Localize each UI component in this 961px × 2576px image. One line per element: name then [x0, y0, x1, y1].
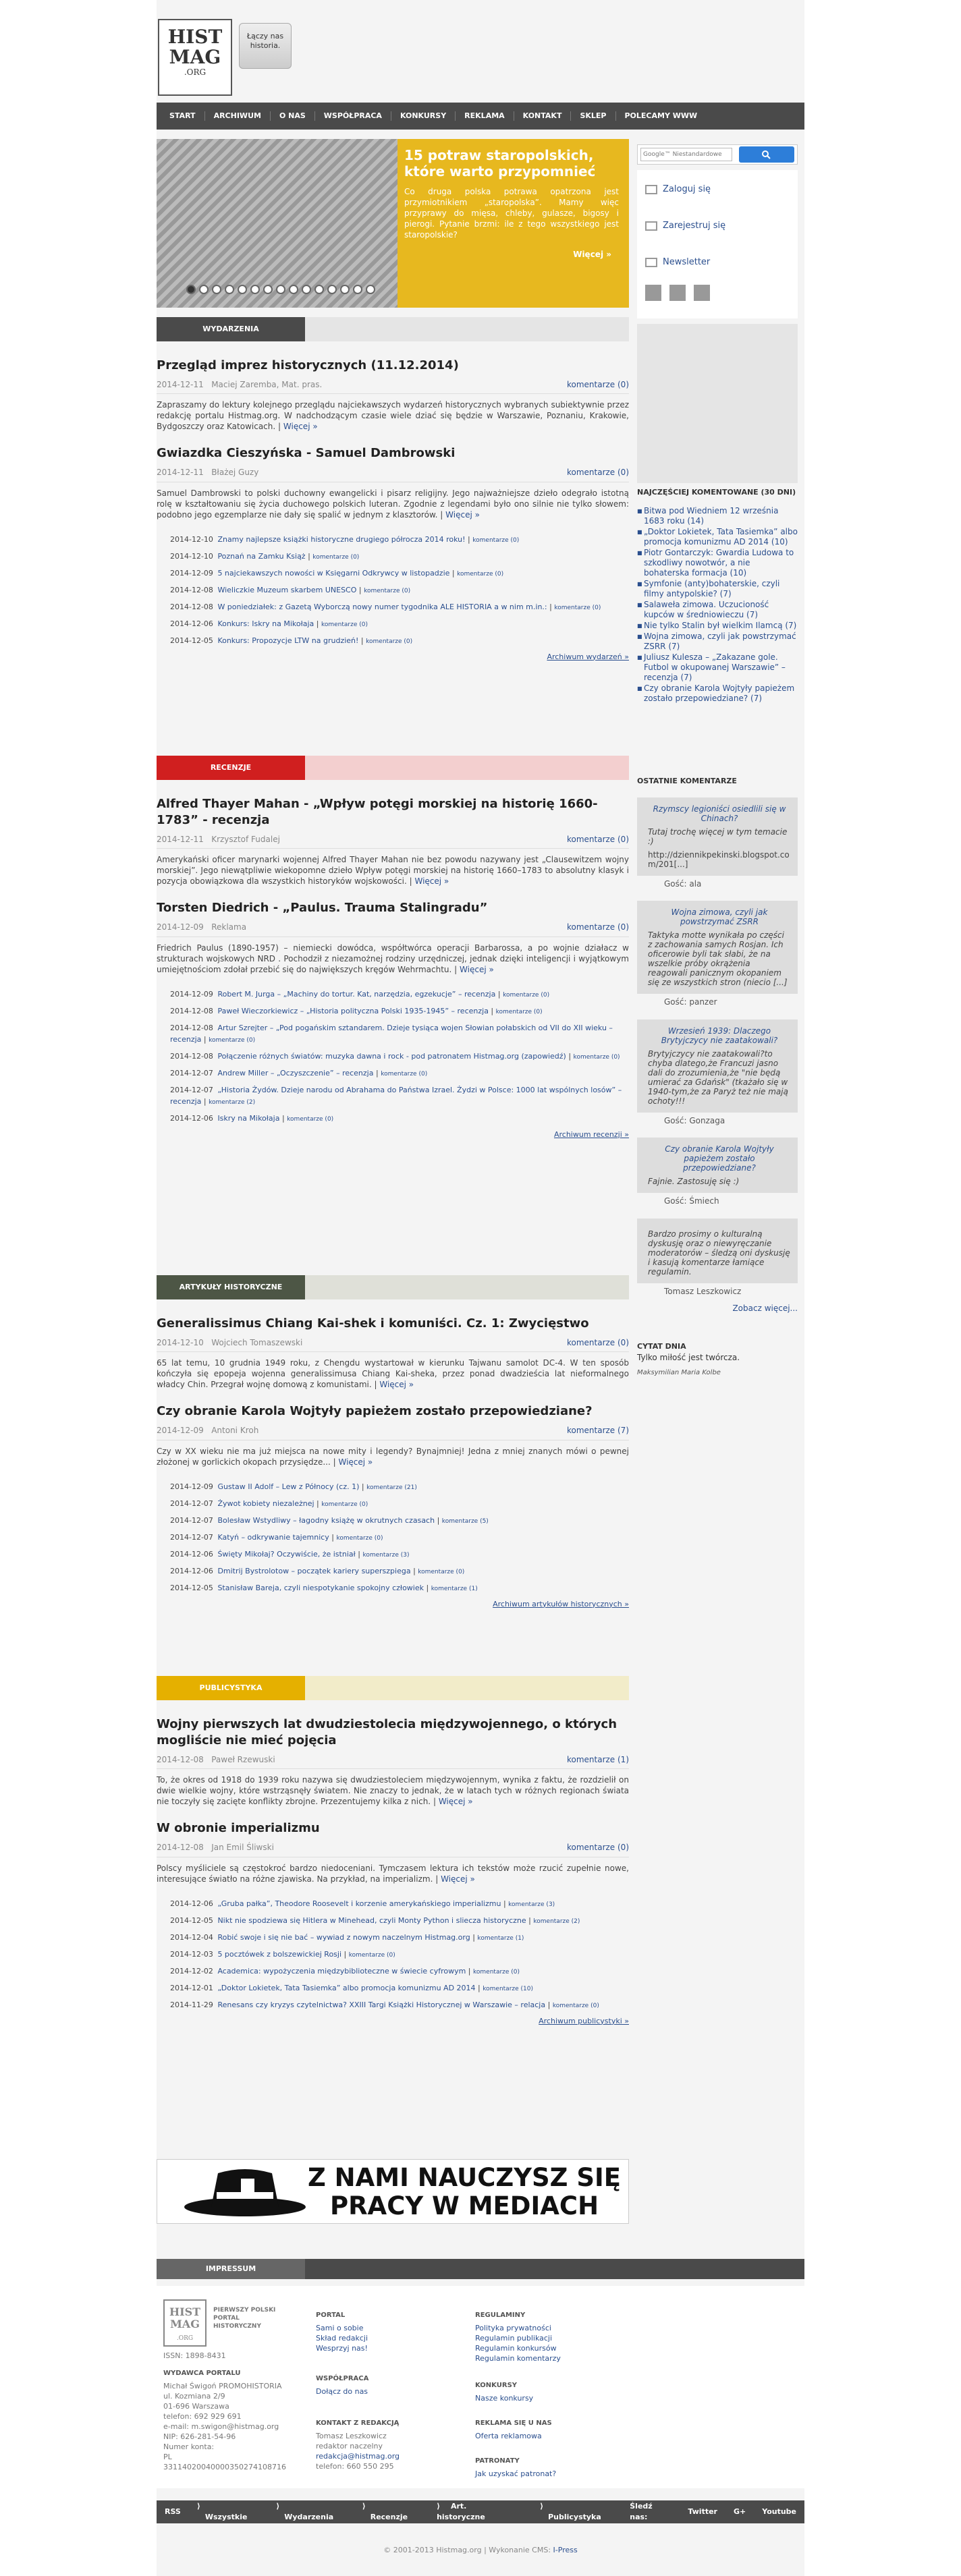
slider-image[interactable] [157, 139, 397, 308]
list-item-comments[interactable]: komentarze (2) [209, 1098, 256, 1106]
list-item: 2014-12-09 Gustaw II Adolf – Lew z Północy (cz. 1) | komentarze (21) [170, 1482, 417, 1491]
login-label: Zaloguj się [663, 184, 711, 194]
article-date: 2014-12-11 [157, 380, 204, 389]
article-lead: 65 lat temu, 10 grudnia 1949 roku, z Chengdu wystartował w kierunku Tajwanu samolot DC-4. W ten sposób kończyła się epopeja wojenna generalissimusa Chiang Kai-sheka, przez ponad dwadzieścia lat nieformalnego władcy Chin. Przegrał wojnę domową z komunistami. | Więcej » [157, 1358, 629, 1390]
list-item: 2014-12-09 5 najciekawszych nowości w Księgarni Odkrywcy w listopadzie | komentarze (0) [170, 568, 504, 578]
slider-dot-12[interactable] [327, 285, 337, 294]
rss-recenzje[interactable]: ⟩ Recenzje [362, 2502, 408, 2521]
login-icon [645, 185, 657, 194]
comment [637, 1019, 798, 1113]
list-item-link[interactable]: Katyń – odkrywanie tajemnicy [217, 1532, 329, 1542]
section-content [157, 1716, 629, 2027]
list-item-link[interactable]: „Doktor Lokietek, Tata Tasiemka” albo promocja komunizmu AD 2014 [217, 1983, 476, 1992]
list-item-comments[interactable]: komentarze (0) [552, 2002, 599, 2009]
list-item: 2014-12-05 Stanisław Bareja, czyli niespotykanie spokojny człowiek | komentarze (1) [170, 1583, 478, 1592]
article-comments[interactable]: komentarze (0) [566, 1338, 629, 1347]
list-item-link[interactable]: Konkurs: Iskry na Mikołaja [217, 619, 314, 628]
article-comments[interactable]: komentarze (7) [566, 1426, 629, 1436]
article [157, 445, 629, 520]
article-title[interactable]: Alfred Thayer Mahan - „Wpływ potęgi morskiej na historię 1660-1783” - recenzja [157, 797, 598, 827]
comment-author: Gość: Śmiech [664, 1196, 719, 1206]
list-item-link[interactable]: Academica: wypożyczenia międzybiblioteczne w świecie cyfrowym [217, 1966, 466, 1976]
logo-org: .ORG [184, 67, 207, 77]
comment-text: Tutaj trochę więcej w tym temacie :) [648, 827, 788, 846]
comment [637, 1138, 798, 1193]
list-item-comments[interactable]: komentarze (0) [321, 621, 368, 628]
list-item: 2014-12-07 Bolesław Wstydliwy – łagodny książę w okrutnych czasach | komentarze (5) [170, 1515, 489, 1525]
comment-text: Fajnie. Zastosuję się :) [648, 1177, 740, 1187]
slider-dot-6[interactable] [250, 285, 260, 294]
logo-line2: MAG [169, 46, 221, 68]
list-item-comments[interactable]: komentarze (10) [483, 1985, 533, 1992]
popular-title: NAJCZĘŚCIEJ KOMENTOWANE (30 DNI) [637, 488, 796, 497]
quote-title: CYTAT DNIA [637, 1342, 686, 1351]
list-item: 2014-12-09 Robert M. Jurga – „Machiny do tortur. Kat, narzędzia, egzekucje” – recenzja | komentarze (0) [170, 989, 550, 999]
archive-link[interactable]: Archiwum recenzji » [553, 1129, 629, 1139]
slider-dot-8[interactable] [276, 285, 285, 294]
nav-start[interactable]: START [169, 111, 196, 121]
article-comments[interactable]: komentarze (1) [566, 1755, 629, 1764]
comments-box [637, 776, 798, 1378]
list-item-comments[interactable]: komentarze (0) [503, 991, 550, 999]
featured-slider [157, 139, 629, 308]
comments-title: OSTATNIE KOMENTARZE [637, 777, 737, 785]
article-meta [157, 464, 629, 482]
list-item-comments[interactable]: komentarze (0) [348, 1951, 395, 1959]
archive-link[interactable]: Archiwum artykułów historycznych » [493, 1599, 629, 1608]
register-icon [645, 221, 657, 231]
article-date: 2014-12-10 [157, 1338, 204, 1347]
banner-text: Z NAMI NAUCZYSZ SIĘ PRACY W MEDIACH [307, 2163, 622, 2220]
comment [637, 797, 798, 876]
nav-polecamy[interactable]: POLECAMY WWW [624, 111, 698, 121]
list-item-link[interactable]: Konkurs: Propozycje LTW na grudzień! [217, 636, 359, 645]
article-more[interactable]: Więcej » [338, 1457, 373, 1467]
register-label: Zarejestruj się [663, 221, 726, 231]
slider-more-link[interactable]: Więcej » [573, 250, 611, 259]
list-item-link[interactable]: Gustaw II Adolf – Lew z Północy (cz. 1) [217, 1482, 360, 1491]
article-more[interactable]: Więcej » [414, 876, 449, 887]
nav-o-nas[interactable]: O NAS [279, 111, 306, 121]
popular-item[interactable]: ■ Symfonie (anty)bohaterskie, czyli filmy antypolskie? (7) [637, 579, 798, 599]
list-item-link[interactable]: Robić swoje i się nie bać – wywiad z nowym naczelnym Histmag.org [217, 1932, 470, 1942]
social-icons [645, 285, 710, 301]
article-meta [157, 1752, 629, 1769]
list-item-comments[interactable]: komentarze (2) [533, 1917, 580, 1925]
article-more[interactable]: Więcej » [441, 1874, 475, 1884]
comment-extra: http://dziennikpekinski.blogspot.co m/201[...] [648, 849, 790, 869]
article-author: Błażej Guzy [211, 468, 259, 478]
article-meta [157, 376, 629, 394]
list-item-link[interactable]: Andrew Miller – „Oczyszczenie” – recenzja [217, 1068, 374, 1077]
list-item: 2014-12-06 Konkurs: Iskry na Mikołaja | komentarze (0) [170, 619, 368, 628]
slider-dot-7[interactable] [263, 285, 273, 294]
list-item-link[interactable]: Poznań na Zamku Książ [217, 551, 306, 561]
comment [637, 901, 798, 994]
article [157, 1716, 629, 1807]
article-title[interactable]: Generalissimus Chiang Kai-shek i komuniści. Cz. 1: Zwycięstwo [157, 1316, 589, 1331]
contests-col: KONKURSY Nasze konkursy [475, 2382, 534, 2403]
archive-link[interactable]: Archiwum wydarzeń » [547, 652, 629, 661]
slider-text: Co druga polska potrawa opatrzona jest przymiotnikiem „staropolska”. Mamy więc przyprawy do mięsa, chleby, gulasze, bigosy i pierogi. Pytanie brzmi: ile z tego wszystkiego jest staropolskie? [404, 187, 619, 240]
article-lead: Samuel Dambrowski to polski duchowny ewangelicki i pisarz religijny. Jego najważniejsze dzieło odegrało istotną rolę w kształtowaniu się życia duchowego polskich luteran. Zgodnie z legendami było ono silnie nie tylko słowem: podobno jego egzemplarze nie dały się spalić w jednym z klasztorów. | Więcej » [157, 488, 629, 520]
slider-dot-15[interactable] [366, 285, 375, 294]
comment-text: Brytyjczycy nie zaatakowali?to chyba dlatego,że Francuzi jasno dali do zrozumienia,że "nie będą umierać za Gdańsk" (tkażało się w 1940-tym,że za Paryż też nie mają ochoty!!! [648, 1048, 788, 1106]
rules-col: REGULAMINY Polityka prywatności Regulamin publikacji Regulamin konkursów Regulamin komentarzy [475, 2312, 561, 2363]
news-list [170, 988, 629, 1125]
article-more[interactable]: Więcej » [283, 422, 318, 432]
article-more[interactable]: Więcej » [445, 509, 480, 520]
slider-dot-3[interactable] [212, 285, 221, 294]
article-title[interactable]: Wojny pierwszych lat dwudziestolecia międzywojennego, o których mogliście nie mieć pojęcia [157, 1717, 617, 1747]
list-item-comments[interactable]: komentarze (5) [441, 1517, 489, 1525]
article-lead: Friedrich Paulus (1890-1957) – niemiecki dowódca, współtwórca operacji Barbarossa, a po wojnie działacz w strukturach wojskowych NRD . Pochodził z niezamożnej rodziny urzędniczej, jednak dzięki inteligencji i wyjątkowym umiejętnościom zdołał przebić się do największych kręgów Wehrmachtu. | Więcej » [157, 943, 629, 974]
section-label[interactable]: WYDARZENIA [157, 317, 305, 341]
slider-dot-14[interactable] [353, 285, 362, 294]
article-title[interactable]: W obronie imperializmu [157, 1821, 320, 1836]
nav-konkursy[interactable]: KONKURSY [400, 111, 447, 121]
list-item-link[interactable]: Święty Mikołaj? Oczywiście, że istniał [217, 1549, 356, 1559]
cms-link[interactable]: I-Press [553, 2546, 578, 2554]
article [157, 1820, 629, 1884]
article-author: Wojciech Tomaszewski [211, 1338, 303, 1347]
list-item: 2014-12-06 Iskry na Mikołaja | komentarze (0) [170, 1113, 334, 1123]
comment-text: Bardzo prosimy o kulturalną dyskusję oraz o niewyręczanie moderatorów – śledzą oni dyskusję i kasują komentarze łamiące regulamin. [648, 1229, 790, 1277]
popular-item[interactable]: ■ Juliusz Kulesza – „Zakazane gole. Futbol w okupowanej Warszawie” – recenzja (7) [637, 652, 798, 683]
comment-author: Gość: panzer [664, 997, 717, 1007]
list-item-comments[interactable]: komentarze (0) [554, 604, 601, 611]
list-item-comments[interactable]: komentarze (0) [457, 570, 504, 578]
follow-label: Śledź nas: [630, 2502, 653, 2521]
popular-item[interactable]: ■ Salaweła zimowa. Uczucioność kupców w średniowieczu (7) [637, 600, 798, 620]
logo-line1: HIST [167, 26, 223, 48]
twitter-link[interactable]: Twitter [688, 2507, 717, 2517]
list-item-link[interactable]: W poniedziałek: z Gazetą Wyborczą nowy numer tygodnika ALE HISTORIA a w nim m.in.: [217, 602, 547, 611]
comment-article-link[interactable]: Czy obranie Karola Wojtyły papieżem zostało przepowiedziane? [665, 1144, 774, 1173]
article-date: 2014-12-09 [157, 1426, 204, 1436]
popular-item[interactable]: ■ Czy obranie Karola Wojtyły papieżem zostało przepowiedziane? (7) [637, 683, 798, 704]
section-content [157, 796, 629, 1140]
list-item: 2014-12-02 Academica: wypożyczenia międzybiblioteczne w świecie cyfrowym | komentarze (0) [170, 1966, 520, 1976]
list-item-link[interactable]: Robert M. Jurga – „Machiny do tortur. Kat, narzędzia, egzekucje” – recenzja [217, 989, 496, 999]
comment-article-link[interactable]: Wojna zimowa, czyli jak powstrzymać ZSRR [671, 907, 768, 927]
slider-dot-10[interactable] [302, 285, 311, 294]
article-date: 2014-12-09 [157, 922, 204, 932]
slider-dot-5[interactable] [238, 285, 247, 294]
list-item: 2014-12-08 Połączenie różnych światów: muzyka dawna i rock - pod patronatem Histmag.org (zapowiedź) | komentarze (0) [170, 1051, 620, 1061]
list-item-link[interactable]: Połączenie różnych światów: muzyka dawna i rock - pod patronatem Histmag.org (zapowiedź) [217, 1051, 566, 1061]
youtube-link[interactable]: Youtube [762, 2507, 797, 2517]
article-lead: Polscy myśliciele są częstokroć bardzo niedoceniani. Tymczasem lektura ich tekstów może rzucić zupełnie nowe, interesujące światło na różne zjawiska. Na przykład, na imperializm. | Więcej » [157, 1863, 629, 1884]
section-header [157, 317, 629, 341]
list-item-comments[interactable]: komentarze (3) [362, 1551, 410, 1559]
list-item: 2014-12-08 Wieliczkie Muzeum skarbem UNESCO | komentarze (0) [170, 585, 411, 594]
list-item: 2014-12-07 Żywot kobiety niezależnej | komentarze (0) [170, 1499, 368, 1508]
article-author: Maciej Zaremba, Mat. pras. [211, 380, 323, 389]
news-list [170, 1481, 629, 1595]
list-item-comments[interactable]: komentarze (0) [418, 1568, 465, 1575]
list-item-comments[interactable]: komentarze (0) [321, 1501, 368, 1508]
newsletter-link[interactable] [645, 256, 710, 269]
archive-link[interactable]: Archiwum publicystyki » [539, 2016, 629, 2025]
login-link[interactable] [645, 184, 711, 196]
rss-publicystyka[interactable]: ⟩ Publicystyka [540, 2502, 601, 2521]
main-nav [157, 103, 804, 130]
rss-artykuly[interactable]: ⟩ Art. historyczne [437, 2502, 485, 2521]
article-comments[interactable]: komentarze (0) [566, 380, 629, 389]
comment-text: Taktyka motte wynikała po części z zachowania samych Rosjan. Ich oficerowie byli tak słabi, że na wszelkie próby okrążenia reagowali panicznym okopaniem się ze wszystkich stron (niecio [...] [648, 930, 788, 988]
article-title[interactable]: Gwiazdka Cieszyńska - Samuel Dambrowski [157, 446, 456, 461]
list-item: 2014-12-05 Nikt nie spodziewa się Hitlera w Minehead, czyli Monty Python i sliecza historyczne | komentarze (2) [170, 1915, 580, 1925]
article-comments[interactable]: komentarze (0) [566, 835, 629, 844]
rss-bar [157, 2500, 804, 2523]
footer [157, 2286, 804, 2488]
popular-item[interactable]: ■ Nie tylko Stalin był wielkim Ilamcą (7) [637, 621, 798, 631]
article-meta [157, 831, 629, 849]
list-item-link[interactable]: Nikt nie spodziewa się Hitlera w Minehead, czyli Monty Python i sliecza historyczne [217, 1915, 526, 1925]
slider-title[interactable]: 15 potraw staropolskich, które warto przypomnieć [404, 147, 596, 179]
article-title[interactable]: Przegląd imprez historycznych (11.12.2014) [157, 358, 459, 372]
slider-dot-1[interactable] [186, 285, 196, 294]
article-lead: To, że okres od 1918 do 1939 roku nazywa się dwudziestoleciem międzywojennym, wynika z faktu, że rozdzielił on dwie wielkie wojny, które wstrząsnęły światem. Nie znaczy to jednak, że w latach tych w różnych regionach świata nie toczyły się zacięte konflikty zbrojne. Przezentujemy kilka z nich. | Więcej » [157, 1775, 629, 1807]
more-comments-link[interactable]: Zobacz więcej... [732, 1303, 798, 1313]
list-item: 2014-12-08 Artur Szrejter – „Pod pogańskim sztandarem. Dzieje tysiąca wojen Słowian połabskich od VII do XII wieku – recenzja | komentarze (0) [170, 1023, 613, 1044]
copyright: © 2001-2013 Histmag.org | Wykonanie CMS: I-Press [383, 2546, 578, 2554]
list-item-link[interactable]: „Gruba pałka”, Theodore Roosevelt i korzenie amerykańskiego imperializmu [217, 1899, 501, 1908]
quote-author: Maksymilian Maria Kolbe [637, 1368, 721, 1376]
article-more[interactable]: Więcej » [460, 964, 494, 974]
list-item-link[interactable]: Artur Szrejter – „Pod pogańskim sztandarem. Dzieje tysiąca wojen Słowian połabskich od VII do XII wieku – recenzja [170, 1023, 613, 1044]
article-more[interactable]: Więcej » [379, 1380, 414, 1390]
list-item-comments[interactable]: komentarze (0) [287, 1115, 334, 1123]
list-item-link[interactable]: Renesans czy kryzys czytelnictwa? XXIII Targi Książki Historycznej w Warszawie – relacja [217, 2000, 546, 2009]
list-item: 2014-12-04 Robić swoje i się nie bać – wywiad z nowym naczelnym Histmag.org | komentarze (1) [170, 1932, 524, 1942]
article-author: Antoni Kroh [211, 1426, 259, 1436]
list-item-comments[interactable]: komentarze (0) [312, 553, 360, 561]
list-item-link[interactable]: Iskry na Mikołaja [217, 1113, 280, 1123]
article-comments[interactable]: komentarze (0) [566, 1843, 629, 1853]
comment-article-link[interactable]: Wrzesień 1939: Dlaczego Brytyjczycy nie zaatakowali? [661, 1026, 778, 1045]
list-item-link[interactable]: 5 pocztówek z bolszewickiej Rosji [217, 1949, 342, 1959]
section-header [157, 756, 629, 780]
list-item: 2014-12-07 „Historia Żydów. Dzieje narodu od Abrahama do Państwa Izrael. Żydzi w Polsce: 1000 lat wspólnych losów” – recenzja | komentarze (2) [170, 1085, 622, 1106]
article-meta [157, 1839, 629, 1857]
list-item-comments[interactable]: komentarze (0) [473, 1968, 520, 1976]
section-label[interactable]: ARTYKUŁY HISTORYCZNE [157, 1275, 305, 1299]
list-item: 2014-11-29 Renesans czy kryzys czytelnictwa? XXIII Targi Książki Historycznej w Warszawie – relacja | komentarze (0) [170, 2000, 599, 2009]
article-lead: Amerykański oficer marynarki wojennej Alfred Thayer Mahan nie bez powodu nazywany jest „Clausewitzem wojny morskiej”. Jego niewątpliwie wiekopomne dzieło Wpływ potęgi morskiej na historię 1660–1783 to absolutny klasyk i pozycja obowiązkowa dla wszystkich historyków wojskowości. | Więcej » [157, 855, 629, 887]
slider-dot-2[interactable] [199, 285, 209, 294]
article-title[interactable]: Czy obranie Karola Wojtyły papieżem zostało przepowiedziane? [157, 1404, 593, 1419]
nav-wspolpraca[interactable]: WSPÓŁPRACA [323, 111, 382, 121]
list-item-comments[interactable]: komentarze (0) [364, 587, 411, 594]
nav-sklep[interactable]: SKLEP [580, 111, 607, 121]
list-item-comments[interactable]: komentarze (0) [336, 1534, 383, 1542]
list-item-link[interactable]: 5 najciekawszych nowości w Księgarni Odkrywcy w listopadzie [217, 568, 450, 578]
article-more[interactable]: Więcej » [438, 1797, 473, 1807]
article [157, 358, 629, 432]
newsletter-label: Newsletter [663, 257, 711, 267]
comment-article-link[interactable]: Rzymscy legioniści osiedlili się w Chinach? [653, 804, 786, 823]
popular-item[interactable]: ■ Wojna zimowa, czyli jak powstrzymać ZSRR (7) [637, 632, 798, 652]
popular-item[interactable]: ■ „Doktor Lokietek, Tata Tasiemka” albo promocja komunizmu AD 2014 (10) [637, 527, 798, 547]
article-date: 2014-12-08 [157, 1843, 204, 1853]
site-logo[interactable] [158, 19, 232, 96]
list-item: 2014-12-08 Paweł Wieczorkiewicz – „Historia polityczna Polski 1935-1945” – recenzja | komentarze (0) [170, 1006, 543, 1015]
nav-archiwum[interactable]: ARCHIWUM [213, 111, 261, 121]
list-item-comments[interactable]: komentarze (0) [381, 1070, 428, 1077]
user-box [637, 170, 798, 318]
list-item-comments[interactable]: komentarze (21) [366, 1484, 417, 1491]
section-header [157, 1676, 629, 1700]
rss-wszystkie[interactable]: ⟩ Wszystkie [196, 2502, 248, 2521]
article [157, 900, 629, 974]
article-comments[interactable]: komentarze (0) [566, 922, 629, 932]
search-box [637, 144, 798, 165]
popular-box [637, 487, 798, 704]
list-item: 2014-12-10 Poznań na Zamku Książ | komentarze (0) [170, 551, 360, 561]
list-item-comments[interactable]: komentarze (0) [573, 1053, 620, 1061]
impressum-bar [157, 2259, 804, 2279]
list-item: 2014-12-08 W poniedziałek: z Gazetą Wyborczą nowy numer tygodnika ALE HISTORIA a w nim m.in.: | komentarze (0) [170, 602, 601, 611]
list-item-comments[interactable]: komentarze (0) [472, 536, 520, 544]
list-item-link[interactable]: Dmitrij Bystrolotow – początek kariery superszpiega [217, 1566, 411, 1575]
impressum-label: IMPRESSUM [157, 2259, 305, 2279]
article-comments[interactable]: komentarze (0) [566, 468, 629, 478]
article-date: 2014-12-11 [157, 835, 204, 844]
article-author: Reklama [211, 922, 247, 932]
rss-label: RSS [165, 2507, 181, 2517]
slider-dot-13[interactable] [340, 285, 350, 294]
comment [637, 1219, 798, 1283]
list-item-link[interactable]: Żywot kobiety niezależnej [217, 1499, 314, 1508]
news-list [170, 534, 629, 648]
list-item-comments[interactable]: komentarze (3) [508, 1901, 555, 1908]
rss-wydarzenia[interactable]: ⟩ Wydarzenia [276, 2502, 334, 2521]
contact-col: KONTAKT Z REDAKCJĄ Tomasz Leszkowicz redaktor naczelny redakcja@histmag.org telefon: 660 550 295 [316, 2419, 400, 2471]
list-item: 2014-12-07 Katyń – odkrywanie tajemnicy | komentarze (0) [170, 1532, 383, 1542]
portal-desc: PIERWSZY POLSKI PORTAL HISTORYCZNY [213, 2307, 276, 2330]
rss-icon[interactable] [694, 285, 710, 301]
list-item-link[interactable]: Stanisław Bareja, czyli niespotykanie spokojny człowiek [217, 1583, 424, 1592]
list-item: 2014-12-05 Konkurs: Propozycje LTW na grudzień! | komentarze (0) [170, 636, 413, 645]
comment-author: Gość: Gonzaga [664, 1115, 725, 1125]
nav-kontakt[interactable]: KONTAKT [522, 111, 562, 121]
gplus-link[interactable]: G+ [733, 2507, 746, 2517]
ads-col: REKLAMA SIĘ U NAS Oferta reklamowa [475, 2419, 552, 2440]
google-plus-icon[interactable] [669, 285, 686, 301]
article-meta [157, 919, 629, 936]
article-meta [157, 1335, 629, 1352]
list-item-comments[interactable]: komentarze (0) [366, 638, 413, 645]
portal-col: PORTAL Sami o sobie Skład redakcji Wesprzyj nas! [316, 2312, 368, 2353]
article-meta [157, 1422, 629, 1440]
article-author: Jan Emil Śliwski [211, 1843, 274, 1853]
list-item-link[interactable]: „Historia Żydów. Dzieje narodu od Abrahama do Państwa Izrael. Żydzi w Polsce: 1000 lat wspólnych losów” – recenzja [170, 1085, 622, 1106]
article-date: 2014-12-08 [157, 1755, 204, 1764]
comment-author: Gość: ala [664, 878, 702, 889]
section-header [157, 1275, 629, 1299]
tagline-badge: Łączy nas historia. [239, 23, 292, 69]
article-date: 2014-12-11 [157, 468, 204, 478]
footer-logo[interactable]: HIST MAG .ORG [163, 2299, 207, 2347]
section-label[interactable]: RECENZJE [157, 756, 305, 780]
article-lead: Zapraszamy do lektury kolejnego przeglądu najciekawszych wydarzeń historycznych wybranych subiektywnie przez redakcję portalu Histmag.org. W nadchodzącym czasie wiele dziać się będzie w Warszawie, Poznaniu, Krakowie, Bydgoszczy oraz Katowicach. | Więcej » [157, 400, 629, 432]
comment-author: Tomasz Leszkowicz [664, 1286, 742, 1296]
section-content [157, 1316, 629, 1610]
list-item: 2014-12-06 „Gruba pałka”, Theodore Roosevelt i korzenie amerykańskiego imperializmu | komentarze (3) [170, 1899, 555, 1908]
article-title[interactable]: Torsten Diedrich - „Paulus. Trauma Stalingradu” [157, 901, 488, 916]
search-icon [739, 146, 794, 163]
list-item-link[interactable]: Wieliczkie Muzeum skarbem UNESCO [217, 585, 357, 594]
list-item: 2014-12-07 Andrew Miller – „Oczyszczenie” – recenzja | komentarze (0) [170, 1068, 428, 1077]
publisher-col: WYDAWCA PORTALU Michał Świgoń PROMOHISTORIA ul. Kozmiana 2/9 01-696 Warszawa telefon: 692 929 691 e-mail: m.swigon@histmag.org NIP: 626-281-54-96 Numer konta: PL 33114020040000350274108716 [163, 2370, 286, 2471]
list-item: 2014-12-03 5 pocztówek z bolszewickiej Rosji | komentarze (0) [170, 1949, 395, 1959]
facebook-icon[interactable] [645, 285, 661, 301]
issn: ISSN: 1898-8431 [163, 2351, 226, 2360]
search-button[interactable] [739, 146, 794, 163]
article-lead: Czy w XX wieku nie ma już miejsca na nowe mity i legendy? Bynajmniej! Jedna z mniej znanych mówi o pewnej złożonej w gorlickich okopach przysiędze... | Więcej » [157, 1446, 629, 1467]
list-item-comments[interactable]: komentarze (0) [209, 1036, 256, 1044]
hat-icon [177, 2160, 312, 2223]
list-item: 2014-12-01 „Doktor Lokietek, Tata Tasiemka” albo promocja komunizmu AD 2014 | komentarze (10) [170, 1983, 533, 1992]
section-content [157, 358, 629, 663]
slider-dots [186, 285, 375, 294]
list-item-comments[interactable]: komentarze (1) [431, 1585, 478, 1592]
popular-item[interactable]: ■ Piotr Gontarczyk: Gwardia Ludowa to szkodliwy nowotwór, a nie bohaterska formacja (10) [637, 548, 798, 578]
section-label[interactable]: PUBLICYSTYKA [157, 1676, 305, 1700]
list-item-link[interactable]: Paweł Wieczorkiewicz – „Historia polityczna Polski 1935-1945” – recenzja [217, 1006, 489, 1015]
list-item: 2014-12-06 Dmitrij Bystrolotow – początek kariery superszpiega | komentarze (0) [170, 1566, 465, 1575]
news-list [170, 1898, 629, 2012]
article [157, 796, 629, 887]
media-banner[interactable] [157, 2159, 629, 2224]
slider-dot-9[interactable] [289, 285, 298, 294]
article-author: Krzysztof Fudalej [211, 835, 280, 844]
list-item-link[interactable]: Znamy najlepsze książki historyczne drugiego półrocza 2014 roku! [217, 534, 466, 544]
article [157, 1403, 629, 1467]
envelope-icon [645, 258, 657, 267]
slider-dot-11[interactable] [314, 285, 324, 294]
slider-dot-4[interactable] [225, 285, 234, 294]
list-item-link[interactable]: Bolesław Wstydliwy – łagodny książę w okrutnych czasach [217, 1515, 435, 1525]
list-item-comments[interactable]: komentarze (1) [477, 1934, 524, 1942]
register-link[interactable] [645, 220, 725, 233]
popular-item[interactable]: ■ Bitwa pod Wiedniem 12 września 1683 roku (14) [637, 506, 798, 526]
list-item-comments[interactable]: komentarze (0) [495, 1008, 543, 1015]
article-author: Paweł Rzewuski [211, 1755, 275, 1764]
quote-text: Tylko miłość jest twórcza. [637, 1353, 740, 1363]
nav-reklama[interactable]: REKLAMA [464, 111, 505, 121]
article [157, 1316, 629, 1390]
coop-col: WSPÓŁPRACA Dołącz do nas [316, 2375, 369, 2396]
ad-placeholder [637, 324, 798, 483]
patrons-col: PATRONATY Jak uzyskać patronat? [475, 2457, 557, 2478]
search-input[interactable]: Google™ Niestandardowe [640, 148, 732, 161]
list-item: 2014-12-06 Święty Mikołaj? Oczywiście, że istniał | komentarze (3) [170, 1549, 410, 1559]
list-item: 2014-12-10 Znamy najlepsze książki historyczne drugiego półrocza 2014 roku! | komentarze (0) [170, 534, 520, 544]
